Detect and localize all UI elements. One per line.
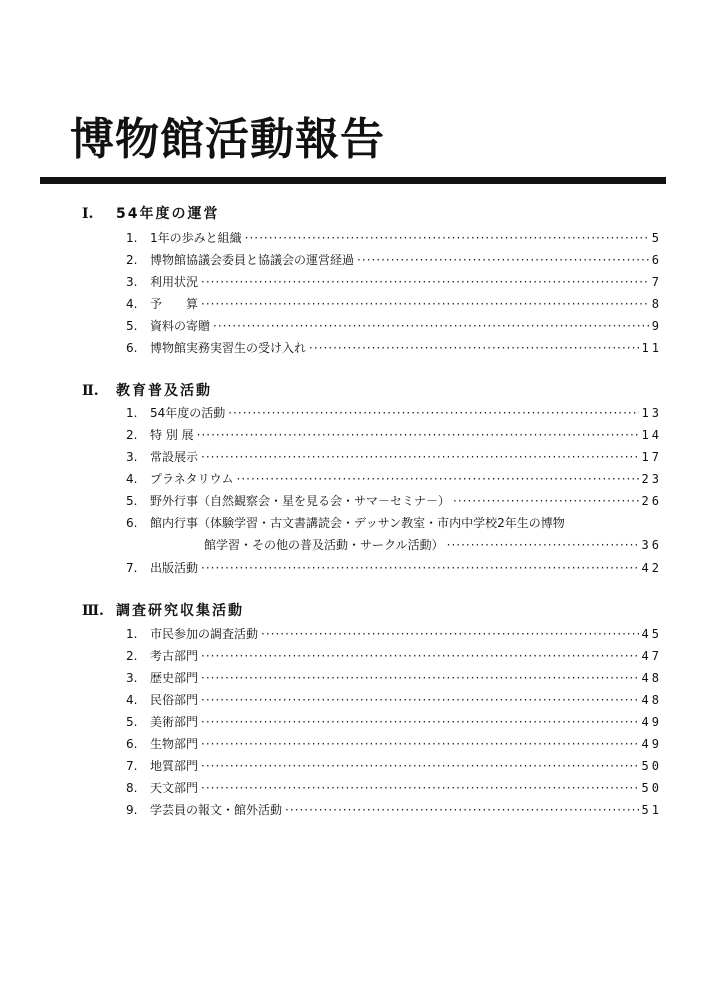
entry-number: 1. — [126, 231, 138, 245]
entry-number: 9. — [126, 803, 138, 817]
entry-number: 2. — [126, 649, 138, 663]
entry-number: 3. — [126, 275, 138, 289]
entry-page: 48 — [641, 693, 662, 707]
entry-number: 1. — [126, 406, 138, 420]
entry-title: 地質部門 — [150, 759, 199, 773]
entry-title: 生物部門 — [150, 737, 199, 751]
toc-entry[interactable] — [126, 691, 662, 709]
dot-leader — [197, 426, 639, 444]
toc-entry[interactable] — [126, 295, 662, 313]
toc-entry[interactable] — [126, 470, 662, 488]
entry-title-continued: 館学習・その他の普及活動・サークル活動） — [204, 538, 444, 552]
entry-page: 14 — [641, 428, 662, 442]
entry-number: 5. — [126, 319, 138, 333]
toc-entry[interactable] — [126, 625, 662, 643]
toc-entry[interactable] — [126, 669, 662, 687]
entry-title: 予 算 — [150, 297, 199, 311]
dot-leader — [201, 691, 639, 709]
entry-title: 54年度の活動 — [150, 406, 226, 420]
dot-leader — [201, 647, 639, 665]
dot-leader — [237, 470, 639, 488]
toc-entry[interactable] — [126, 713, 662, 731]
entry-title: 歴史部門 — [150, 671, 199, 685]
section-title: 調査研究収集活動 — [116, 603, 244, 619]
toc-entry[interactable] — [126, 273, 662, 291]
toc-entry[interactable] — [126, 492, 662, 510]
toc-entry[interactable] — [126, 801, 662, 819]
toc-entry[interactable] — [126, 317, 662, 335]
entry-page: 36 — [641, 538, 662, 552]
dot-leader — [213, 317, 649, 335]
section-number: Ⅱ. — [82, 383, 99, 399]
entry-page: 45 — [641, 627, 662, 641]
dot-leader — [447, 536, 639, 554]
page-title: 博物館活動報告 — [70, 114, 385, 165]
dot-leader — [309, 339, 639, 357]
entry-page: 13 — [641, 406, 662, 420]
dot-leader — [201, 735, 639, 753]
entry-page: 48 — [641, 671, 662, 685]
entry-title: 常設展示 — [150, 450, 199, 464]
toc-entry[interactable] — [126, 559, 662, 577]
entry-page: 47 — [641, 649, 662, 663]
entry-title: 資料の寄贈 — [150, 319, 211, 333]
toc-entry-continuation[interactable] — [204, 536, 662, 554]
dot-leader — [201, 669, 639, 687]
dot-leader — [201, 779, 639, 797]
entry-title: プラネタリウム — [150, 472, 234, 486]
entry-title: 天文部門 — [150, 781, 199, 795]
entry-page: 17 — [641, 450, 662, 464]
entry-page: 7 — [651, 275, 662, 289]
entry-title: 博物館協議会委員と協議会の運営経過 — [150, 253, 355, 267]
entry-number: 7. — [126, 759, 138, 773]
entry-title: 博物館実務実習生の受け入れ — [150, 341, 307, 355]
entry-page: 50 — [641, 781, 662, 795]
entry-page: 8 — [651, 297, 662, 311]
entry-number: 5. — [126, 494, 138, 508]
entry-number: 6. — [126, 341, 138, 355]
toc-entry[interactable] — [126, 229, 662, 247]
dot-leader — [357, 251, 649, 269]
dot-leader — [201, 273, 649, 291]
dot-leader — [201, 559, 639, 577]
entry-page: 26 — [641, 494, 662, 508]
section-heading-1 — [82, 205, 219, 223]
toc-entry[interactable] — [126, 757, 662, 775]
entry-title: 1年の歩みと組織 — [150, 231, 242, 245]
dot-leader — [453, 492, 639, 510]
toc-entry[interactable] — [126, 251, 662, 269]
entry-page: 6 — [651, 253, 662, 267]
entry-number: 1. — [126, 627, 138, 641]
entry-page: 49 — [641, 737, 662, 751]
toc-entry[interactable] — [126, 448, 662, 466]
toc-entry[interactable] — [126, 339, 662, 357]
dot-leader — [228, 404, 638, 422]
entry-title: 考古部門 — [150, 649, 199, 663]
entry-number: 3. — [126, 450, 138, 464]
entry-title: 館内行事（体験学習・古文書講読会・デッサン教室・市内中学校2年生の博物 — [150, 516, 565, 530]
entry-page: 50 — [641, 759, 662, 773]
section-heading-2 — [82, 382, 212, 400]
toc-entry[interactable] — [126, 426, 662, 444]
toc-entry[interactable] — [126, 779, 662, 797]
toc-entry[interactable] — [126, 404, 662, 422]
dot-leader — [201, 295, 649, 313]
entry-title: 学芸員の報文・館外活動 — [150, 803, 283, 817]
dot-leader — [261, 625, 639, 643]
entry-page: 23 — [641, 472, 662, 486]
entry-number: 6. — [126, 516, 138, 530]
dot-leader — [245, 229, 649, 247]
entry-number: 6. — [126, 737, 138, 751]
title-rule — [40, 177, 666, 184]
entry-page: 49 — [641, 715, 662, 729]
toc-entry[interactable] — [126, 735, 662, 753]
toc-entry[interactable] — [126, 514, 662, 532]
entry-page: 5 — [651, 231, 662, 245]
entry-number: 4. — [126, 472, 138, 486]
entry-page: 51 — [641, 803, 662, 817]
toc-entry[interactable] — [126, 647, 662, 665]
entry-title: 民俗部門 — [150, 693, 199, 707]
dot-leader — [201, 713, 639, 731]
entry-title: 市民参加の調査活動 — [150, 627, 259, 641]
entry-number: 5. — [126, 715, 138, 729]
entry-page: 11 — [641, 341, 662, 355]
dot-leader — [285, 801, 639, 819]
entry-title: 特 別 展 — [150, 428, 194, 442]
entry-number: 4. — [126, 297, 138, 311]
entry-number: 8. — [126, 781, 138, 795]
section-number: Ⅰ. — [82, 206, 94, 222]
entry-title: 出版活動 — [150, 561, 199, 575]
entry-title: 美術部門 — [150, 715, 199, 729]
section-title: 54年度の運営 — [116, 206, 220, 222]
entry-number: 3. — [126, 671, 138, 685]
entry-title: 野外行事（自然観察会・星を見る会・サマ－セミナ－） — [150, 494, 451, 508]
dot-leader — [201, 448, 639, 466]
dot-leader — [201, 757, 639, 775]
entry-number: 7. — [126, 561, 138, 575]
section-title: 教育普及活動 — [116, 383, 212, 399]
entry-number: 4. — [126, 693, 138, 707]
section-number: Ⅲ. — [82, 603, 104, 619]
entry-number: 2. — [126, 428, 138, 442]
entry-page: 42 — [641, 561, 662, 575]
entry-number: 2. — [126, 253, 138, 267]
entry-page: 9 — [651, 319, 662, 333]
entry-title: 利用状況 — [150, 275, 199, 289]
section-heading-3 — [82, 602, 244, 620]
